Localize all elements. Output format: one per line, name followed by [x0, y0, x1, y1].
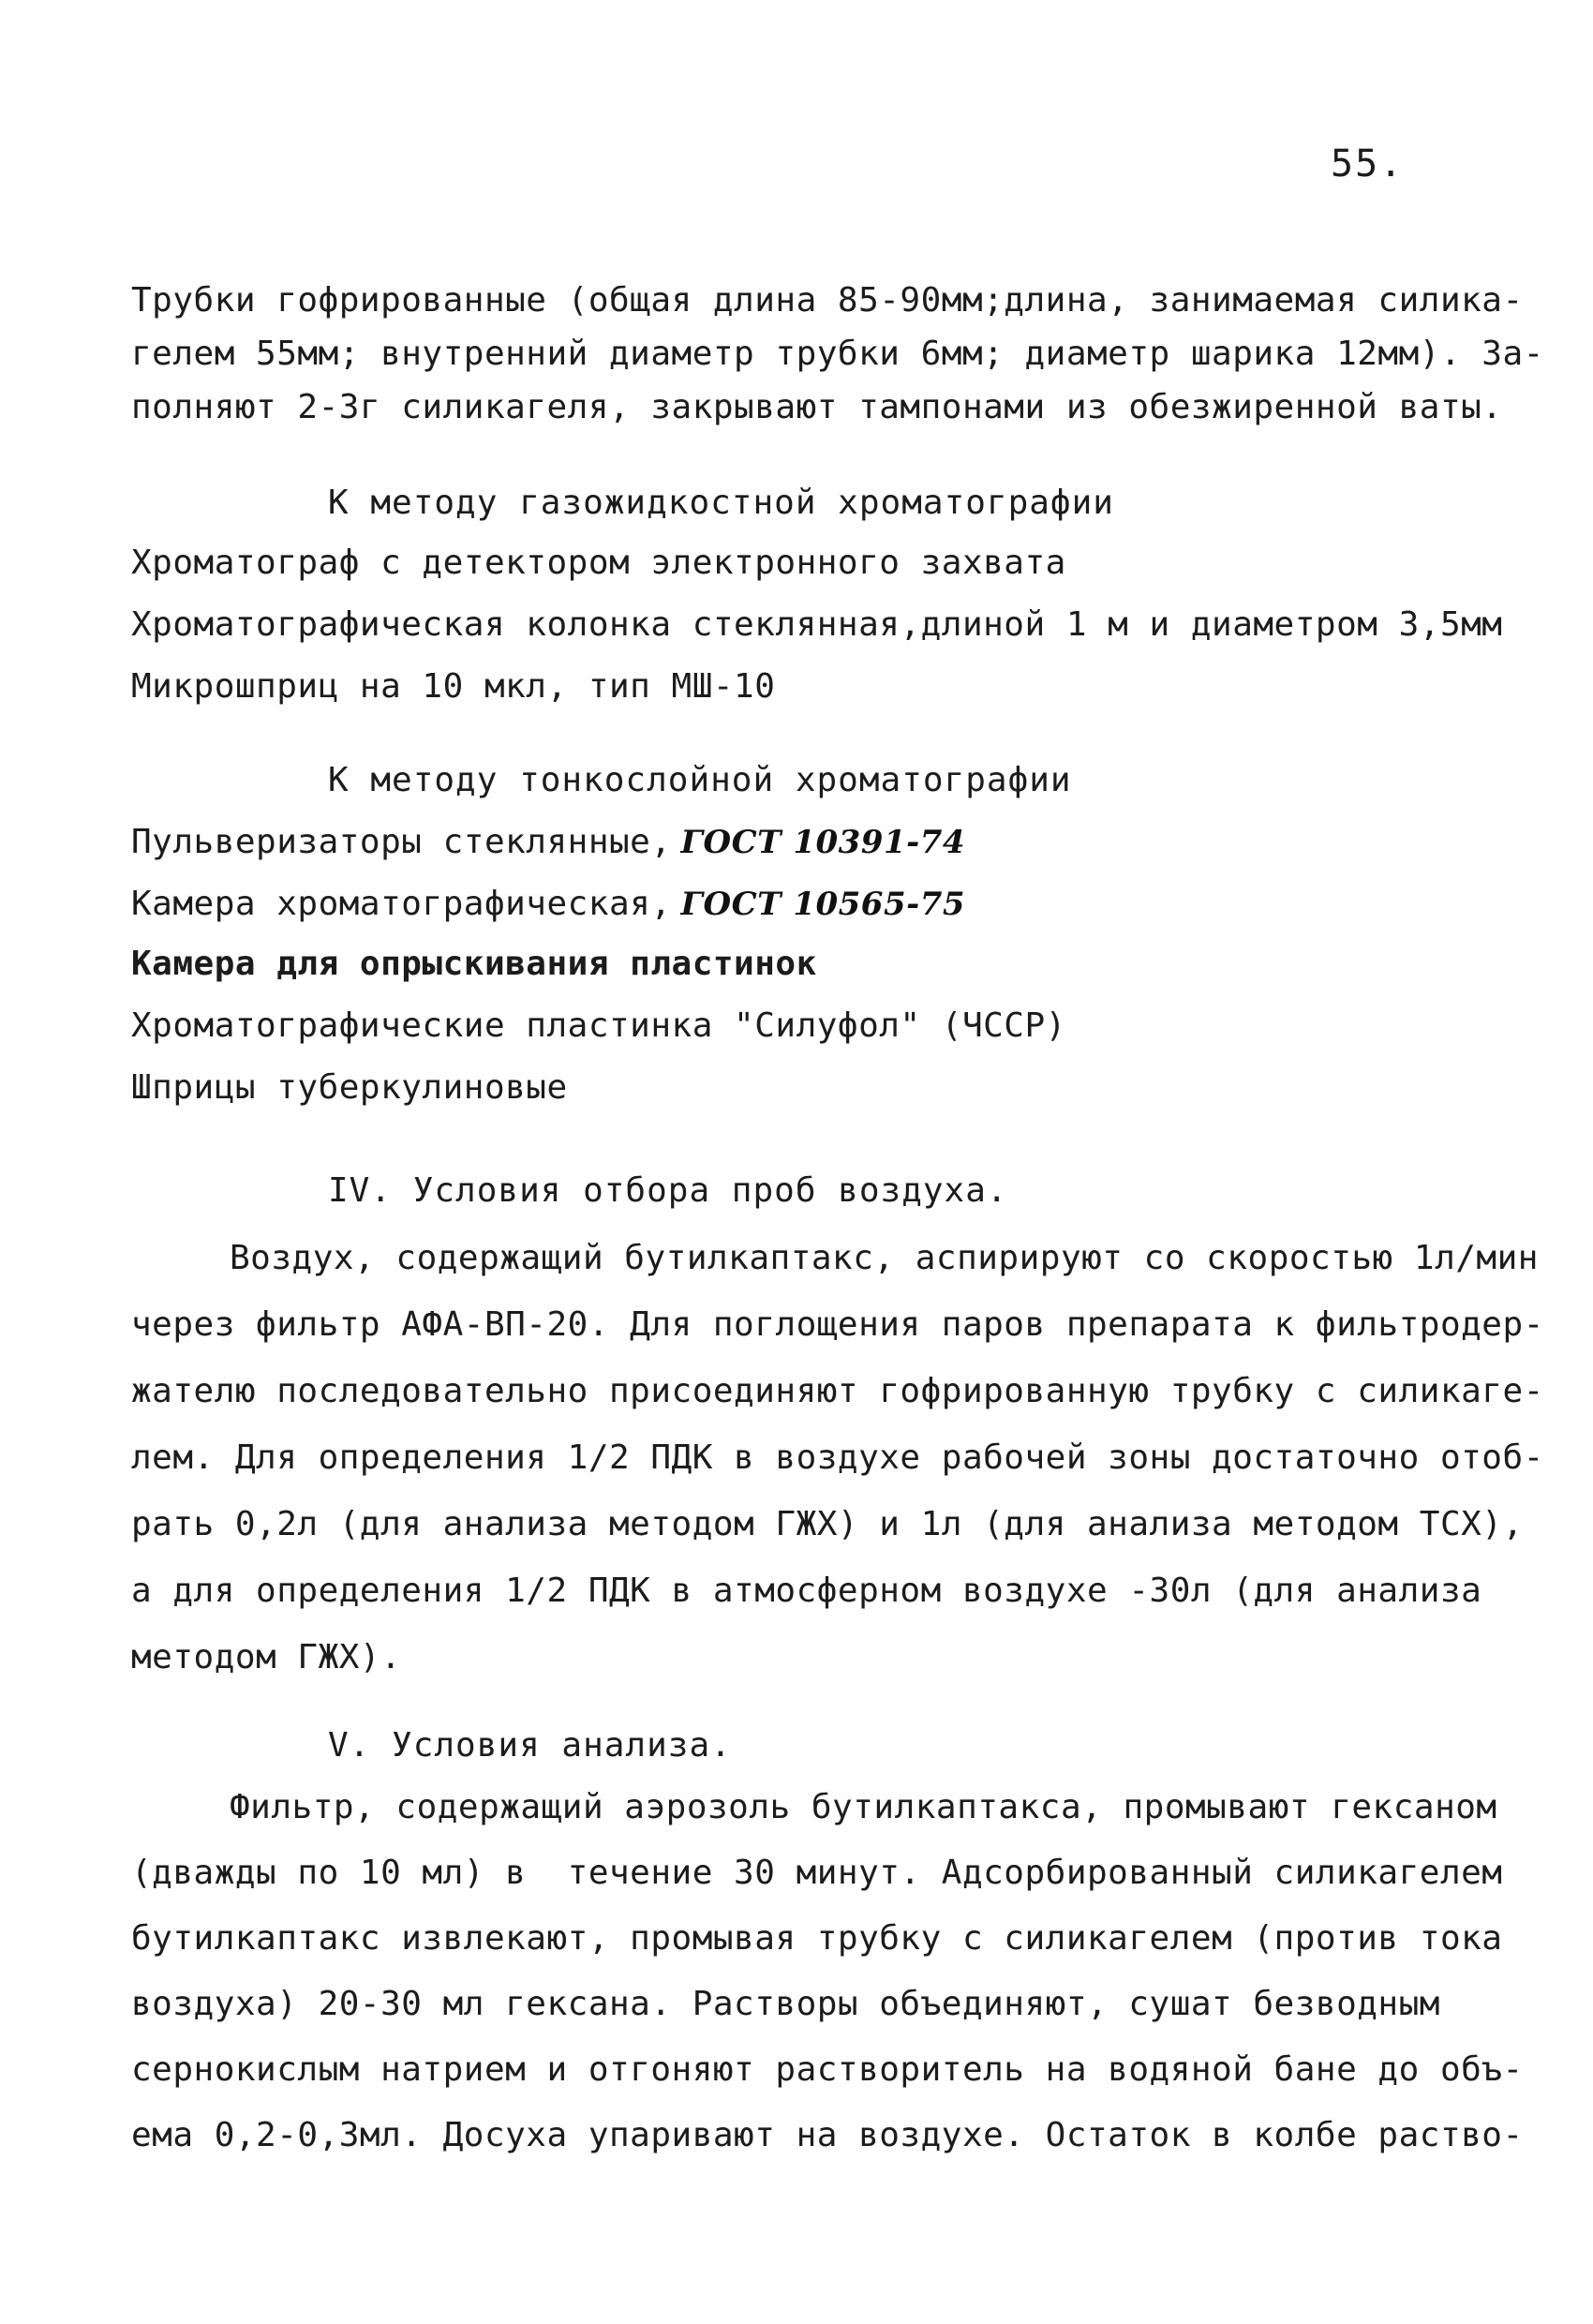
tlc-item-5: Шприцы туберкулиновые [131, 1068, 568, 1107]
section-5-line-5: сернокислым натрием и отгоняют растворитель на водяной бане до объ- [131, 2050, 1524, 2089]
section-4-heading: IV. Условия отбора проб воздуха. [328, 1171, 1008, 1210]
tlc-heading: К методу тонкослойной хроматографии [328, 761, 1072, 799]
section-5-line-1: Фильтр, содержащий аэрозоль бутилкаптакса, промывают гексаном [230, 1788, 1497, 1826]
section-4-line-7: методом ГЖХ). [131, 1638, 402, 1676]
gas-item-3: Микрошприц на 10 мкл, тип МШ-10 [131, 667, 776, 706]
page-number: 55. [1331, 142, 1405, 186]
tlc-item-4: Хроматографические пластинка "Силуфол" (ЧССР) [131, 1006, 1066, 1045]
tlc-item-1-text: Пульверизаторы стеклянные, [131, 823, 672, 861]
gas-chromatography-heading: К методу газожидкостной хроматографии [328, 484, 1114, 522]
tlc-item-1 [131, 823, 965, 861]
section-5-line-4: воздуха) 20-30 мл гексана. Растворы объединяют, сушат безводным [131, 1985, 1440, 2023]
tubes-line-2: гелем 55мм; внутренний диаметр трубки 6мм; диаметр шарика 12мм). За- [131, 335, 1544, 373]
tlc-item-2-text: Камера хроматографическая, [131, 885, 672, 923]
handwritten-gost-note-2: ГОСТ 10565-75 [680, 886, 966, 923]
section-4-line-2: через фильтр АФА-ВП-20. Для поглощения паров препарата к фильтродер- [131, 1305, 1544, 1344]
tubes-line-3: полняют 2-3г силикагеля, закрывают тампонами из обезжиренной ваты. [131, 388, 1503, 426]
gas-item-2: Хроматографическая колонка стеклянная,длиной 1 м и диаметром 3,5мм [131, 605, 1503, 644]
handwritten-gost-note-1: ГОСТ 10391-74 [680, 824, 966, 861]
tlc-item-2 [131, 885, 965, 923]
tlc-item-3: Камера для опрыскивания пластинок [131, 945, 817, 983]
section-5-line-3: бутилкаптакс извлекают, промывая трубку с силикагелем (против тока [131, 1919, 1503, 1958]
section-4-line-1: Воздух, содержащий бутилкаптакс, аспирируют со скоростью 1л/мин [230, 1239, 1539, 1277]
section-4-line-6: а для определения 1/2 ПДК в атмосферном воздухе -30л (для анализа [131, 1572, 1482, 1610]
section-5-heading: V. Условия анализа. [328, 1726, 732, 1765]
section-4-line-3: жателю последовательно присоединяют гофрированную трубку с силикаге- [131, 1372, 1544, 1410]
section-4-line-5: рать 0,2л (для анализа методом ГЖХ) и 1л (для анализа методом ТСХ), [131, 1505, 1524, 1543]
section-5-line-6: ема 0,2-0,3мл. Досуха упаривают на воздухе. Остаток в колбе раство- [131, 2116, 1524, 2154]
gas-item-1: Хроматограф с детектором электронного захвата [131, 544, 1066, 582]
section-4-line-4: лем. Для определения 1/2 ПДК в воздухе рабочей зоны достаточно отоб- [131, 1438, 1544, 1477]
section-5-line-2: (дважды по 10 мл) в течение 30 минут. Адсорбированный силикагелем [131, 1854, 1503, 1892]
tubes-line-1: Трубки гофрированные (общая длина 85-90мм;длина, занимаемая силика- [131, 281, 1524, 320]
